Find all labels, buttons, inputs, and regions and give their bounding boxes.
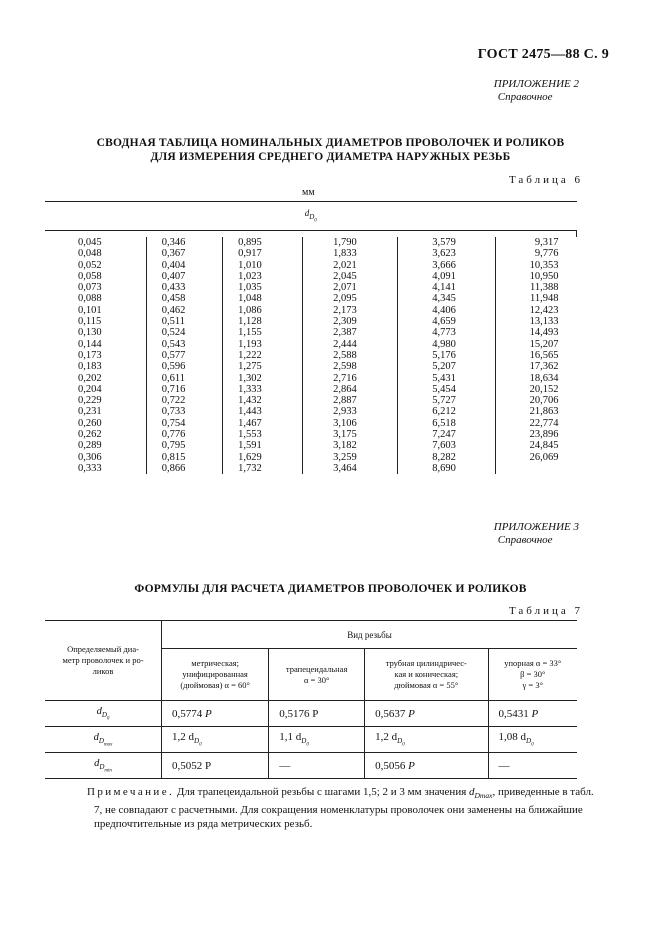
table6-cell: 0,776 [161,429,186,441]
thread-type-metric: метрическая; унифицированная (дюймовая) α = 60° [162,649,269,701]
units-label: мм [302,187,315,198]
table-row [45,753,577,779]
table6-cell: 0,101 [78,304,102,316]
table6-cell: 9,317 [534,237,559,248]
value-cell: 0,5774 P [162,701,269,727]
table6-cell: 0,073 [78,282,102,294]
table6-cell: 2,387 [333,327,357,339]
value-cell: 0,5056 P [365,753,488,779]
table6-cell: 1,302 [238,372,262,384]
table-6 [45,201,577,474]
table6-cell: 5,727 [432,395,456,407]
table6-cell: 0,306 [78,451,102,463]
table6-cell: 5,207 [432,361,456,373]
table6-cell: 8,690 [432,462,456,474]
table6-cell: 2,864 [333,383,357,395]
table6-cell: 0,917 [238,248,262,260]
symbol-cell: $d_{D_{min}}$ [45,753,162,779]
value-cell: 1,1 $d_{D_0}$ [269,727,365,753]
table6-cell: 1,333 [238,383,262,395]
table6-cell: 1,467 [238,417,262,429]
table6-cell: 0,543 [161,338,186,350]
table6-cell: 1,048 [238,293,262,305]
row-header-cell: Определяемый диа- метр проволочек и ро- ликов [45,621,162,701]
value-cell: 0,5637 P [365,701,488,727]
value-cell: — [488,753,577,779]
table6-column [398,237,496,474]
table-row [45,701,577,727]
table6-cell: 3,464 [333,462,357,474]
table6-cell: 1,629 [238,451,262,463]
value-cell: 0,5176 P [269,701,365,727]
table6-cell: 20,152 [529,383,559,395]
table6-cell: 5,176 [432,349,456,361]
table-note: Примечание. Для трапецеидальной резьбы с шагами 1,5; 2 и 3 мм значения $d_{Dmax}$, приведенные в табл. 7, не совпадают с расчетными. Для сокращения номенклатуры проволочек они заменены на ближайшие предпочтительные из ряда метрических резьб. [87,786,594,831]
table6-cell: 3,579 [432,237,456,248]
table6-cell: 12,423 [529,304,559,316]
table6-cell: 3,106 [333,417,357,429]
table6-cell: 0,404 [161,259,186,271]
table6-cell: 4,141 [432,282,456,294]
table6-heading-line1: СВОДНАЯ ТАБЛИЦА НОМИНАЛЬНЫХ ДИАМЕТРОВ ПРОВОЛОЧЕК И РОЛИКОВ [96,137,565,149]
table6-cell: 0,524 [161,327,186,339]
table6-cell: 3,175 [333,429,357,441]
appendix-title: ПРИЛОЖЕНИЕ 3 [493,521,579,533]
table6-cell: 4,659 [432,316,456,328]
table6-cell: 0,795 [161,440,186,452]
table6-cell: 3,666 [432,259,456,271]
table6-cell: 7,247 [432,429,456,441]
table6-cell: 20,706 [529,395,559,407]
table6-cell: 0,346 [161,237,186,248]
table7-label: Таблица 7 [508,605,583,617]
table6-cell: 1,023 [238,270,262,282]
table6-cell: 0,458 [161,293,186,305]
note-lead: Примечание. [87,786,175,798]
table-row [45,727,577,753]
appendix-3-label [494,521,579,547]
table6-cell: 0,130 [78,327,102,339]
table6-cell: 1,732 [238,462,262,474]
table6-heading [0,136,661,164]
table6-cell: 26,069 [529,451,559,463]
table6-cell: 4,345 [432,293,456,305]
table6-cell: 0,260 [78,417,102,429]
table6-cell: 0,115 [78,316,102,328]
table6-heading-line2: ДЛЯ ИЗМЕРЕНИЯ СРЕДНЕГО ДИАМЕТРА НАРУЖНЫХ РЕЗЬБ [150,151,511,163]
table6-cell: 0,173 [78,349,102,361]
table6-cell: 23,896 [529,429,559,441]
table7-heading: ФОРМУЛЫ ДЛЯ РАСЧЕТА ДИАМЕТРОВ ПРОВОЛОЧЕК И РОЛИКОВ [134,583,527,595]
table6-cell: 1,035 [238,282,262,294]
table6-cell: 1,790 [333,237,357,248]
table6-cell: 4,980 [432,338,456,350]
table6-cell: 4,773 [432,327,456,339]
table6-cell: 24,845 [529,440,559,452]
table6-cell: 3,623 [432,248,456,260]
table6-cell: 2,045 [333,270,357,282]
table6-cell: 0,596 [161,361,186,373]
table6-cell: 0,577 [161,349,186,361]
table6-column [45,237,146,474]
thread-type-trapezoidal: трапецеидальная α = 30° [269,649,365,701]
table6-cell: 1,086 [238,304,262,316]
table6-cell: 0,048 [78,248,102,260]
thread-type-group-header: Вид резьбы [162,621,578,649]
table6-cell: 1,443 [238,406,262,418]
table6-cell: 0,895 [238,237,262,248]
table6-cell: 0,231 [78,406,102,418]
table6-cell: 14,493 [529,327,559,339]
table6-cell: 2,173 [333,304,357,316]
table6-cell: 2,933 [333,406,357,418]
appendix-kind: Справочное [497,91,553,103]
table6-cell: 0,815 [161,451,186,463]
table6-cell: 5,431 [432,372,456,384]
table6-cell: 2,021 [333,259,357,271]
thread-type-pipe: трубная цилиндричес- кая и коническая; дюймовая α = 55° [365,649,488,701]
table6-cell: 1,591 [238,440,262,452]
value-cell: 1,08 $d_{D_0}$ [488,727,577,753]
table6-cell: 0,333 [78,462,102,474]
table6-cell: 0,289 [78,440,102,452]
table6-column [303,237,398,474]
table6-cell: 1,128 [238,316,262,328]
table6-cell: 0,058 [78,270,102,282]
value-cell: 1,2 $d_{D_0}$ [162,727,269,753]
table6-cell: 11,388 [530,282,559,294]
table6-cell: 1,010 [238,259,262,271]
table6-cell: 4,091 [432,270,456,282]
table6-cell: 17,362 [529,361,559,373]
table6-column [223,237,303,474]
table6-cell: 0,733 [161,406,186,418]
table6-column-header: $d_{D_0}$ [45,202,577,231]
table6-cell: 1,833 [333,248,357,260]
table6-cell: 2,887 [333,395,357,407]
table6-cell: 0,262 [78,429,102,441]
table6-cell: 0,433 [161,282,186,294]
table6-label: Таблица 6 [508,174,583,186]
table6-cell: 0,866 [161,462,186,474]
table6-cell: 21,863 [529,406,559,418]
table6-cell: 6,212 [432,406,456,418]
value-cell: 0,5052 P [162,753,269,779]
value-cell: 0,5431 P [488,701,577,727]
table6-cell: 13,133 [529,316,559,328]
symbol-cell: $d_{D_{max}}$ [45,727,162,753]
table6-cell: 2,444 [333,338,357,350]
table6-cell: 4,406 [432,304,456,316]
table6-cell: 10,353 [529,259,559,271]
table6-cell: 3,182 [333,440,357,452]
table6-cell: 15,207 [529,338,559,350]
table6-cell: 1,155 [238,327,262,339]
table6-cell: 1,275 [238,361,262,373]
table6-cell: 1,193 [238,338,262,350]
table6-cell: 0,052 [78,259,102,271]
table6-cell: 0,716 [161,383,186,395]
table6-cell: 0,367 [161,248,186,260]
table6-cell: 2,716 [333,372,357,384]
table6-cell: 7,603 [432,440,456,452]
value-cell: — [269,753,365,779]
table6-cell: 18,634 [529,372,559,384]
table6-cell: 1,553 [238,429,262,441]
table6-cell: 0,229 [78,395,102,407]
table6-cell: 22,774 [529,417,559,429]
table6-cell: 1,432 [238,395,262,407]
table6-cell: 2,071 [333,282,357,294]
thread-type-buttress: упорная α = 33° β = 30° γ = 3° [488,649,577,701]
table6-cell: 2,309 [333,316,357,328]
symbol-cell: $d_{D_0}$ [45,701,162,727]
table6-cell: 0,511 [161,316,185,328]
table6-cell: 11,948 [530,293,559,305]
table6-cell: 10,950 [529,270,559,282]
table6-cell: 5,454 [432,383,456,395]
table6-cell: 0,045 [78,237,102,248]
table6-cell: 0,144 [78,338,102,350]
table-7 [45,620,577,779]
value-cell: 1,2 $d_{D_0}$ [365,727,488,753]
table6-cell: 6,518 [432,417,456,429]
table6-cell: 9,776 [534,248,559,260]
table6-cell: 16,565 [529,349,559,361]
table6-column [146,237,222,474]
table6-column [496,237,577,474]
table6-cell: 0,407 [161,270,186,282]
table6-cell: 2,588 [333,349,357,361]
table6-cell: 0,611 [161,372,185,384]
table6-cell: 0,202 [78,372,102,384]
table6-cell: 0,462 [161,304,186,316]
table6-cell: 0,722 [161,395,186,407]
table6-cell: 1,222 [238,349,262,361]
table6-cell: 0,183 [78,361,102,373]
table6-cell [496,463,558,474]
appendix-title: ПРИЛОЖЕНИЕ 2 [493,78,579,90]
table6-cell: 2,095 [333,293,357,305]
table6-cell: 0,754 [161,417,186,429]
appendix-2-label [494,78,579,104]
table6-cell: 8,282 [432,451,456,463]
table6-cell: 0,088 [78,293,102,305]
table6-cell: 2,598 [333,361,357,373]
page-header: ГОСТ 2475—88 С. 9 [477,47,609,62]
table6-cell: 0,204 [78,383,102,395]
table6-cell: 3,259 [333,451,357,463]
appendix-kind: Справочное [497,534,553,546]
